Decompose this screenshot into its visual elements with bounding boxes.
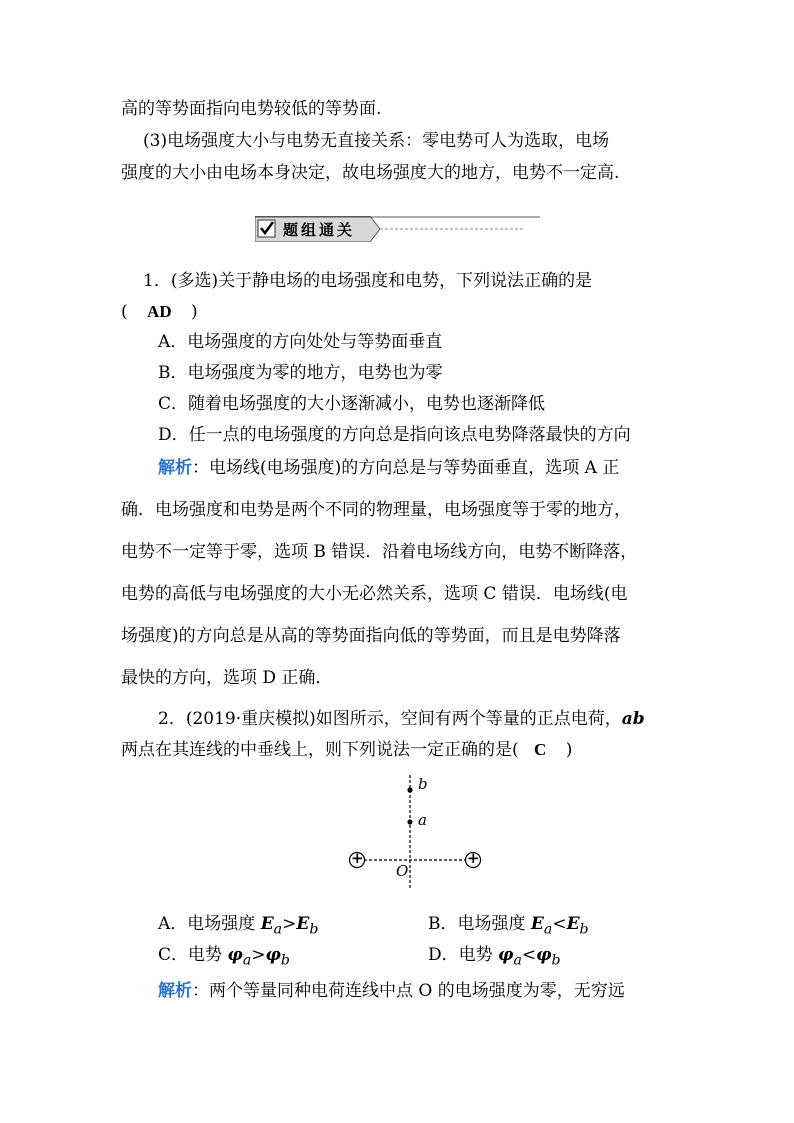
q2-stem-line-1 <box>158 708 645 730</box>
q1-analysis-label: 解析 <box>158 458 192 478</box>
q1-analysis-line-3: 电势不一定等于零，选项 B 错误．沿着电场线方向，电势不断降落， <box>121 542 638 562</box>
banner-title: 题组通关 <box>283 221 356 239</box>
charge-plus-left: + <box>351 849 364 867</box>
q1-option-a: A．电场强度的方向处处与等势面垂直 <box>158 332 443 352</box>
q2-analysis-label: 解析 <box>158 981 192 1001</box>
q1-stem-line-2 <box>121 301 198 323</box>
q1-analysis-line-1 <box>158 457 619 479</box>
q1-paren-open: ( <box>121 302 128 322</box>
q1-option-d: D．任一点的电场强度的方向总是指向该点电势降落最快的方向 <box>158 425 631 445</box>
point-3-line-2: 强度的大小由电场本身决定，故电场强度大的地方，电势不一定高. <box>121 163 620 183</box>
q2-option-a: A．电场强度 $E_a>E_b$ <box>158 914 319 938</box>
q1-stem-text: 1．(多选)关于静电场的电场强度和电势，下列说法正确的是 <box>143 271 593 291</box>
q2-figure <box>340 770 490 910</box>
q2-stem-text-2: 两点在其连线的中垂线上，则下列说法一定正确的是( <box>121 740 519 760</box>
q1-option-c: C．随着电场强度的大小逐渐减小，电势也逐渐降低 <box>158 394 546 414</box>
point-a <box>407 819 412 824</box>
q2-paren-close: ) <box>565 740 573 760</box>
point-b <box>407 787 412 792</box>
q1-analysis-line-6: 最快的方向，选项 D 正确． <box>121 668 333 688</box>
section-banner <box>255 216 545 242</box>
q2-stem-ab: ab <box>621 709 645 729</box>
q2-stem-line-2 <box>121 739 572 761</box>
q2-analysis-text-1: ：两个等量同种电荷连线中点 O 的电场强度为零，无穷远 <box>192 981 625 1001</box>
q1-stem-line-1 <box>143 270 592 292</box>
q2-option-b: B．电场强度 $E_a<E_b$ <box>428 914 589 938</box>
q1-analysis-line-4: 电势的高低与电场强度的大小无必然关系，选项 C 错误．电场线(电 <box>121 584 628 604</box>
q1-analysis-line-5: 场强度)的方向总是从高的等势面指向低的等势面，而且是电势降落 <box>121 626 621 646</box>
q1-analysis-line-2: 确．电场强度和电势是两个不同的物理量，电场强度等于零的地方， <box>121 500 631 520</box>
figure-label-b: b <box>418 775 428 793</box>
q2-stem-text: 2．(2019·重庆模拟)如图所示，空间有两个等量的正点电荷， <box>158 709 622 729</box>
q1-answer: AD <box>147 302 172 321</box>
q1-option-b: B．电场强度为零的地方，电势也为零 <box>158 363 443 383</box>
q2-analysis-line-1 <box>158 980 625 1002</box>
charge-plus-right: + <box>467 849 480 867</box>
q1-analysis-text-1: ：电场线(电场强度)的方向总是与等势面垂直，选项 A 正 <box>192 458 620 478</box>
q2-answer: C <box>534 740 547 759</box>
figure-label-a: a <box>418 811 427 829</box>
q2-option-d: D．电势 $\varphi_a<\varphi_b$ <box>428 945 561 969</box>
intro-line-1: 高的等势面指向电势较低的等势面. <box>121 99 382 119</box>
q2-option-c: C．电势 $\varphi_a>\varphi_b$ <box>158 945 290 969</box>
q1-paren-close: ) <box>191 302 198 322</box>
point-3-line-1: (3)电场强度大小与电势无直接关系：零电势可人为选取，电场 <box>143 131 610 151</box>
figure-label-o: O <box>396 862 409 880</box>
